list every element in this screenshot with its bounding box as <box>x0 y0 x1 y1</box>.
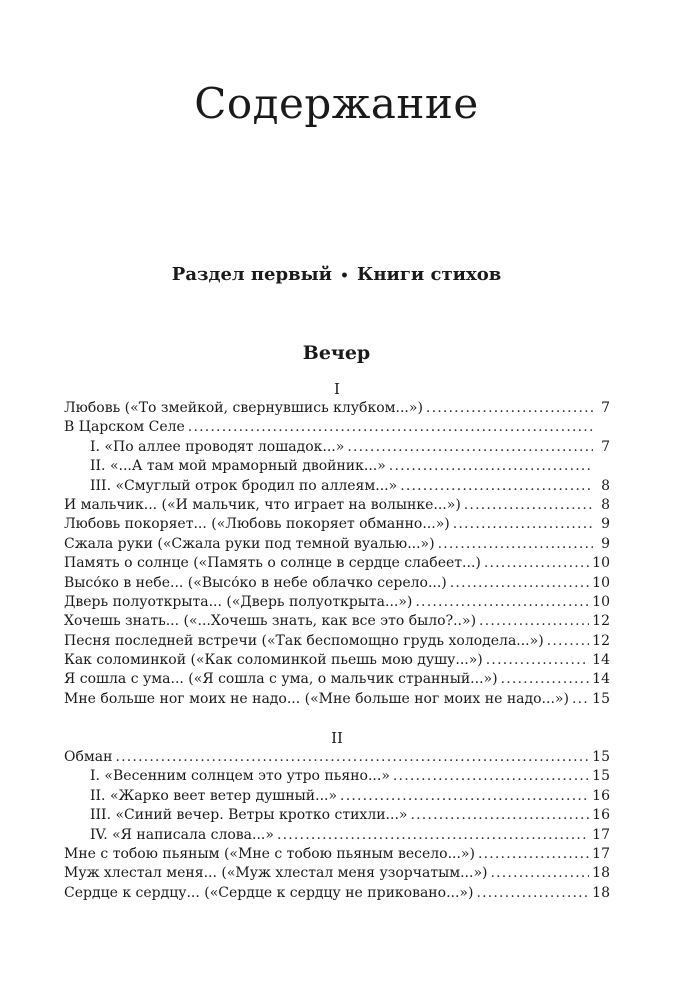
dot-leader <box>486 651 589 670</box>
dot-leader <box>438 535 593 554</box>
toc-part-2 <box>64 728 610 903</box>
toc-page-number: 10 <box>592 593 610 610</box>
dot-leader <box>393 767 589 786</box>
dot-leader <box>415 593 589 612</box>
toc-page-number: 8 <box>601 496 610 513</box>
toc-entry <box>64 593 610 612</box>
toc-page-number: 16 <box>592 787 610 804</box>
toc-entry-title: Как соломинкой («Как соломинкой пьешь мою душу...») <box>64 652 483 669</box>
page-title: Содержание <box>194 79 479 128</box>
toc-entry-title: Муж хлестал меня... («Муж хлестал меня узорчатым...») <box>64 865 488 882</box>
dot-leader <box>277 826 589 845</box>
toc-entry <box>64 535 610 554</box>
toc-page-number: 16 <box>592 807 610 824</box>
toc-page-number: 17 <box>592 845 610 862</box>
toc-page-number: 8 <box>601 477 610 494</box>
toc-entry-title: Обман <box>64 749 113 765</box>
toc-entry <box>64 399 610 418</box>
bullet-separator: • <box>340 268 349 284</box>
dot-leader <box>400 477 593 496</box>
dot-leader <box>501 670 590 689</box>
dot-leader <box>389 457 593 476</box>
toc-entry-title: Дверь полуоткрыта... («Дверь полуоткрыта...») <box>64 593 413 610</box>
toc-entry-title: Песня последней встречи («Так беспомощно грудь холодела...») <box>64 632 544 649</box>
toc-entry <box>64 496 610 515</box>
toc-entry-title: В Царском Селе <box>64 419 185 436</box>
toc-entry <box>64 612 610 631</box>
toc-entry-title: Высо́ко в небе... («Высо́ко в небе облачко серело...) <box>64 574 447 591</box>
dot-leader <box>547 632 590 651</box>
toc-subentry <box>64 787 610 806</box>
dot-leader <box>464 496 593 515</box>
toc-entry-title: Сердце к сердцу... («Сердце к сердцу не приковано...») <box>64 884 474 901</box>
dot-leader <box>572 690 589 709</box>
toc-entry-title: Сжала руки («Сжала руки под темной вуалью...») <box>64 535 435 552</box>
toc-subentry <box>64 457 610 476</box>
toc-entry-title: IV. «Я написала слова...» <box>90 826 274 843</box>
toc-page-number: 10 <box>592 574 610 591</box>
toc-entry-title: Мне больше ног моих не надо... («Мне больше ног моих не надо...») <box>64 690 569 707</box>
part-label: I <box>334 380 340 398</box>
toc-entry <box>64 651 610 670</box>
toc-entry <box>64 845 610 864</box>
dot-leader <box>453 515 593 534</box>
toc-entry <box>64 574 610 593</box>
toc-entry-title: II. «Жарко веет ветер душный...» <box>90 787 338 804</box>
toc-page-number: 18 <box>592 865 610 882</box>
dot-leader <box>450 574 589 593</box>
toc-entry-title: II. «...А там мой мраморный двойник...» <box>90 458 386 475</box>
toc-entry-title: I. «По аллее проводят лошадок...» <box>90 438 345 455</box>
dot-leader <box>115 748 589 767</box>
toc-page-number: 9 <box>601 516 610 533</box>
toc-entry <box>64 418 610 437</box>
part-label: II <box>331 729 343 747</box>
dot-leader <box>426 399 593 418</box>
toc-page-number: 14 <box>592 652 610 669</box>
toc-entry <box>64 632 610 651</box>
dot-leader <box>478 845 589 864</box>
toc-entry <box>64 884 610 903</box>
toc-entry-title: III. «Смуглый отрок бродил по аллеям...» <box>90 477 398 494</box>
toc-entry-title: Хочешь знать... («...Хочешь знать, как все это было?..») <box>64 613 477 630</box>
toc-subentry <box>64 767 610 786</box>
toc-subentry <box>64 826 610 845</box>
toc-page-number: 15 <box>592 690 610 707</box>
toc-entry-title: Мне с тобою пьяным («Мне с тобою пьяным весело...») <box>64 845 475 862</box>
section-part-label: Раздел первый <box>171 264 332 285</box>
dot-leader <box>479 612 589 631</box>
dot-leader <box>340 787 589 806</box>
toc-entry-title: Память о солнце («Память о солнце в сердце слабеет...) <box>64 555 481 572</box>
toc-page-number: 15 <box>592 768 610 785</box>
dot-leader <box>476 884 589 903</box>
toc-entry <box>64 670 610 689</box>
section-name: Книги стихов <box>356 264 502 285</box>
toc-entry-title: III. «Синий вечер. Ветры кротко стихли...» <box>90 807 408 824</box>
toc-entry-title: Любовь покоряет... («Любовь покоряет обманно...») <box>64 516 450 533</box>
dot-leader <box>484 554 589 573</box>
toc-entry-title: I. «Весенним солнцем это утро пьяно...» <box>90 768 390 785</box>
toc-entry <box>64 554 610 573</box>
toc-entry-title: Любовь («То змейкой, свернувшись клубком...») <box>64 400 423 416</box>
dot-leader <box>347 438 593 457</box>
toc-page-number: 18 <box>592 884 610 901</box>
dot-leader <box>410 806 589 825</box>
dot-leader <box>490 864 589 883</box>
toc-page-number: 7 <box>601 438 610 455</box>
toc-page-number: 15 <box>592 749 610 765</box>
toc-entry <box>64 515 610 534</box>
section-heading <box>0 262 673 289</box>
toc-page-number: 10 <box>592 555 610 572</box>
toc-page-number: 9 <box>601 535 610 552</box>
dot-leader <box>188 418 593 437</box>
toc-page-number: 12 <box>592 613 610 630</box>
toc-subentry <box>64 806 610 825</box>
toc-subentry <box>64 477 610 496</box>
toc-page-number: 17 <box>592 826 610 843</box>
toc-entry-title: И мальчик... («И мальчик, что играет на волынке...») <box>64 496 461 513</box>
toc-page-number: 12 <box>592 632 610 649</box>
book-title: Вечер <box>302 342 371 364</box>
toc-entry <box>64 864 610 883</box>
toc-entry <box>64 690 610 709</box>
toc-page-number: 14 <box>592 671 610 688</box>
toc-entry-title: Я сошла с ума... («Я сошла с ума, о мальчик странный...») <box>64 671 498 688</box>
toc-entry <box>64 748 610 767</box>
toc-part-1 <box>64 379 610 709</box>
toc-subentry <box>64 438 610 457</box>
toc-page-number: 7 <box>601 400 610 416</box>
